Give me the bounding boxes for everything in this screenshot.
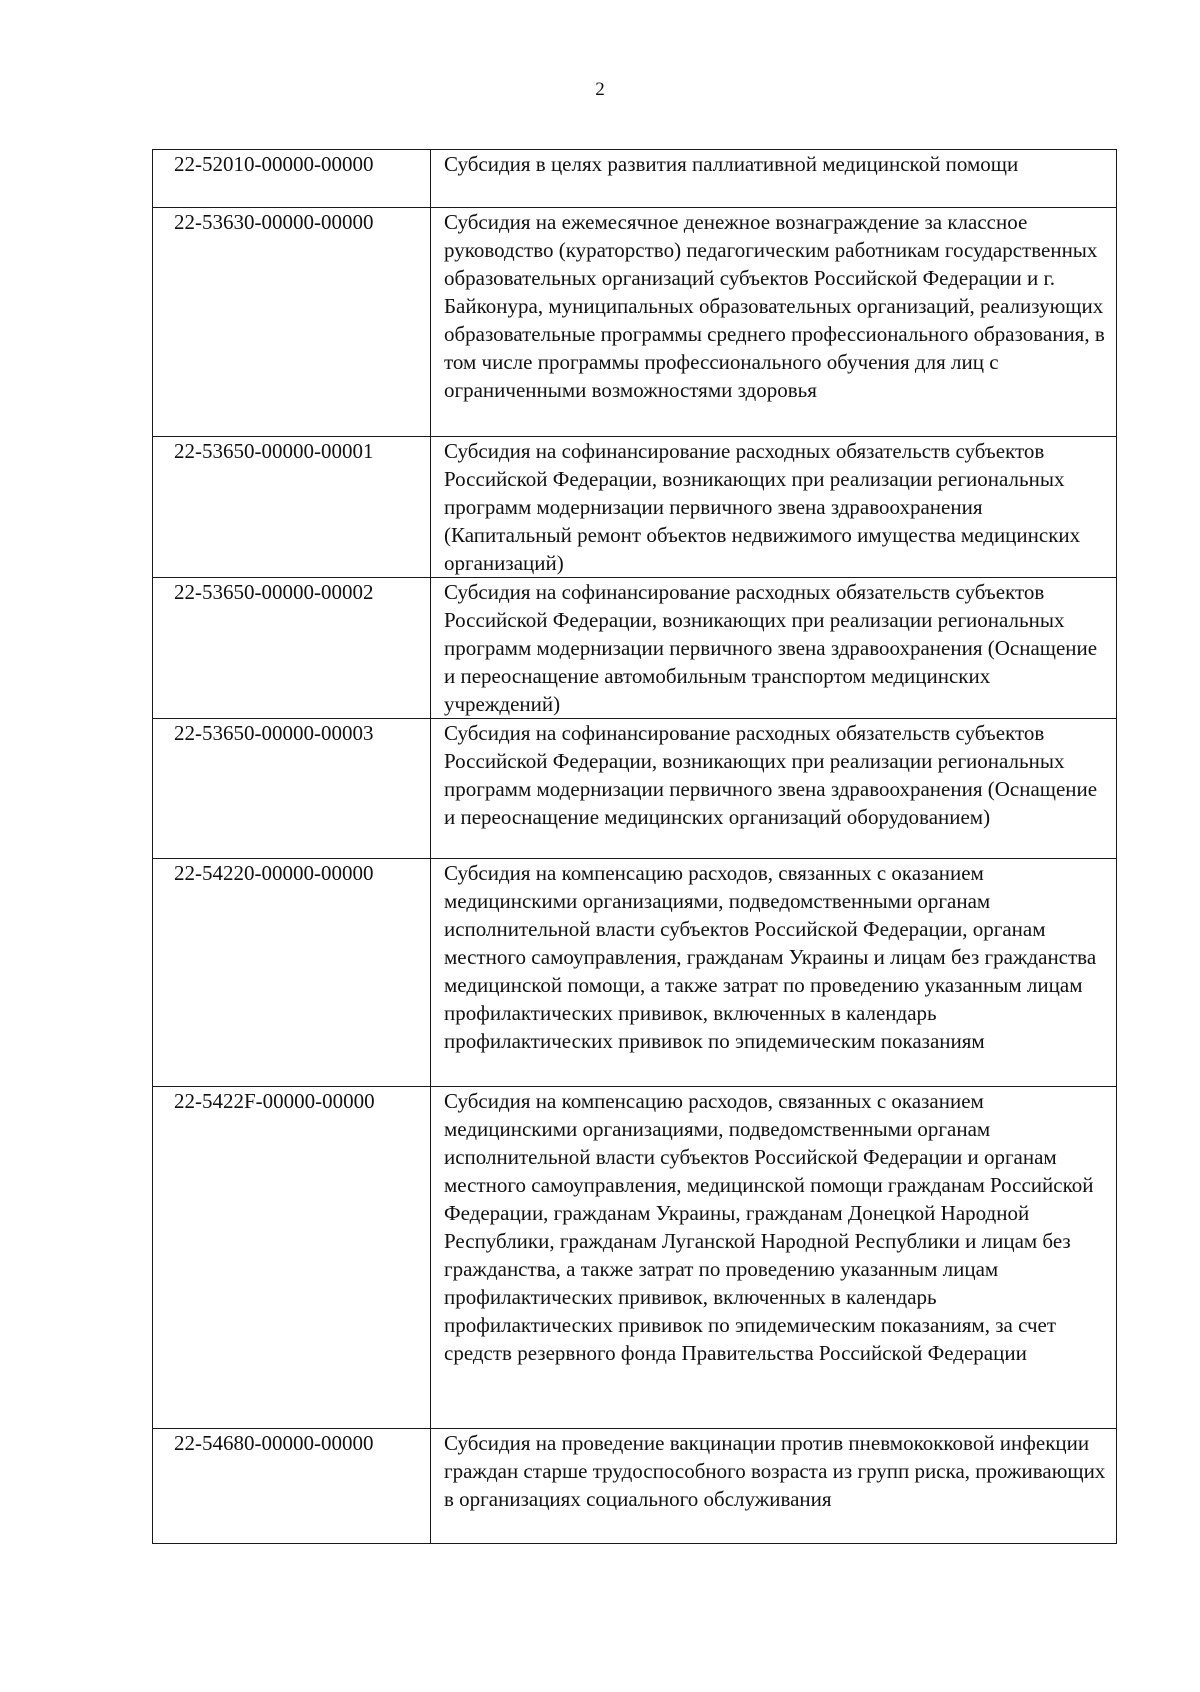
subsidy-code-cell: 22-52010-00000-00000	[153, 150, 431, 208]
subsidy-description-cell: Субсидия на компенсацию расходов, связанных с оказанием медицинскими организациями, подведомственными органам исполнительной власти субъектов Российской Федерации, органам местного самоуправления, гражданам Украины и лицам без гражданства медицинской помощи, а также затрат по проведению указанным лицам профилактических прививок, включенных в календарь профилактических прививок по эпидемическим показаниям	[431, 859, 1117, 1087]
subsidy-description-cell: Субсидия на проведение вакцинации против пневмококковой инфекции граждан старше трудоспособного возраста из групп риска, проживающих в организациях социального обслуживания	[431, 1429, 1117, 1544]
subsidy-codes-table	[152, 149, 1117, 1544]
subsidy-description-cell: Субсидия на софинансирование расходных обязательств субъектов Российской Федерации, возникающих при реализации региональных программ модернизации первичного звена здравоохранения (Оснащение и переоснащение автомобильным транспортом медицинских учреждений)	[431, 578, 1117, 719]
table-row	[153, 578, 1117, 719]
subsidy-code-cell: 22-54680-00000-00000	[153, 1429, 431, 1544]
subsidy-code-cell: 22-54220-00000-00000	[153, 859, 431, 1087]
table-row	[153, 1087, 1117, 1429]
table-row	[153, 719, 1117, 859]
subsidy-description-cell: Субсидия на софинансирование расходных обязательств субъектов Российской Федерации, возникающих при реализации региональных программ модернизации первичного звена здравоохранения (Капитальный ремонт объектов недвижимого имущества медицинских организаций)	[431, 437, 1117, 578]
subsidy-description-cell: Субсидия на ежемесячное денежное вознаграждение за классное руководство (кураторство) педагогическим работникам государственных образовательных организаций субъектов Российской Федерации и г. Байконура, муниципальных образовательных организаций, реализующих образовательные программы среднего профессионального образования, в том числе программы профессионального обучения для лиц с ограниченными возможностями здоровья	[431, 208, 1117, 437]
subsidy-description-cell: Субсидия на компенсацию расходов, связанных с оказанием медицинскими организациями, подведомственными органам исполнительной власти субъектов Российской Федерации и органам местного самоуправления, медицинской помощи гражданам Российской Федерации, гражданам Украины, гражданам Донецкой Народной Республики, гражданам Луганской Народной Республики и лицам без гражданства, а также затрат по проведению указанным лицам профилактических прививок, включенных в календарь профилактических прививок по эпидемическим показаниям, за счет средств резервного фонда Правительства Российской Федерации	[431, 1087, 1117, 1429]
subsidy-code-cell: 22-5422F-00000-00000	[153, 1087, 431, 1429]
table-row	[153, 150, 1117, 208]
table-row	[153, 859, 1117, 1087]
table-row	[153, 1429, 1117, 1544]
subsidy-description-cell: Субсидия на софинансирование расходных обязательств субъектов Российской Федерации, возникающих при реализации региональных программ модернизации первичного звена здравоохранения (Оснащение и переоснащение медицинских организаций оборудованием)	[431, 719, 1117, 859]
subsidy-code-cell: 22-53630-00000-00000	[153, 208, 431, 437]
subsidy-code-cell: 22-53650-00000-00003	[153, 719, 431, 859]
subsidy-code-cell: 22-53650-00000-00001	[153, 437, 431, 578]
subsidy-description-cell: Субсидия в целях развития паллиативной медицинской помощи	[431, 150, 1117, 208]
subsidy-code-cell: 22-53650-00000-00002	[153, 578, 431, 719]
table-row	[153, 437, 1117, 578]
table-row	[153, 208, 1117, 437]
page-number: 2	[595, 79, 605, 100]
